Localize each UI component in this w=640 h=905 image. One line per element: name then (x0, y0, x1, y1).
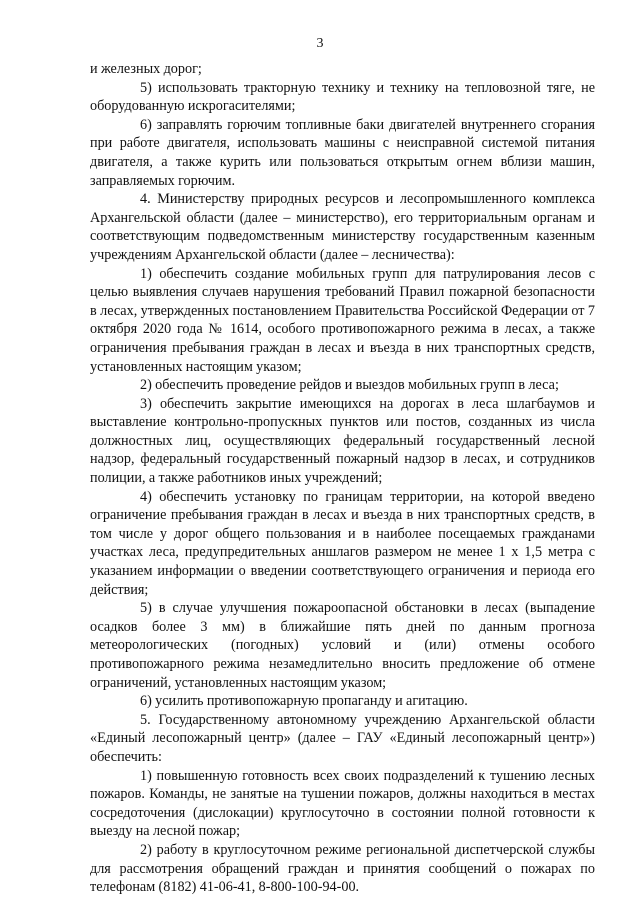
paragraph-section-4-item-4: 4) обеспечить установку по границам территории, на которой введено ограничение пребывания граждан в лесах и въезда в них транспортных средств, в том числе у дорог общего пользования и в наиболее посещаемых гражданами участках леса, предупредительных аншлагов размером не менее 1 x 1,5 метра с указанием информации о введении соответствующего ограничения и периода его действия; (90, 488, 595, 598)
paragraph-section-4-item-3: 3) обеспечить закрытие имеющихся на дорогах в леса шлагбаумов и выставление контрольно-пропускных пунктов или постов, созданных из числа должностных лиц, осуществляющих федеральный государственный лесной надзор, федеральный государственный пожарный надзор в лесах, и сотрудников полиции, а также работников иных учреждений; (90, 395, 595, 487)
paragraph-item-5: 5) использовать тракторную технику и технику на тепловозной тяге, не оборудованную искрогасителями; (90, 79, 595, 115)
paragraph-item-6: 6) заправлять горючим топливные баки двигателей внутреннего сгорания при работе двигателя, использовать машины с неисправной системой питания двигателя, а также курить или пользоваться открытым огнем вблизи машин, заправляемых горючим. (90, 116, 595, 189)
page-number: 3 (316, 36, 324, 51)
paragraph-section-4-item-1: 1) обеспечить создание мобильных групп для патрулирования лесов с целью выявления случаев нарушения требований Правил пожарной безопасности в лесах, утвержденных постановлением Правительства Российской Федерации от 7 октября 2020 года № 1614, особого противопожарного режима в лесах, а также ограничения пребывания граждан в лесах и въезда в них транспортных средств, установленных настоящим указом; (90, 265, 595, 375)
paragraph-section-4-item-5: 5) в случае улучшения пожароопасной обстановки в лесах (выпадение осадков более 3 мм) в ближайшие пять дней по данным прогноза метеорологических (погодных) условий и (или) отмены особого противопожарного режима незамедлительно вносить предложение об отмене ограничений, установленных настоящим указом; (90, 600, 595, 691)
paragraph-section-5-item-1: 1) повышенную готовность всех своих подразделений к тушению лесных пожаров. Команды, не занятые на тушении пожаров, должны находиться в местах сосредоточения (дислокации) круглосуточно в состоянии полной готовности к выезду на лесной пожар; (90, 767, 595, 840)
paragraph-section-4: 4. Министерству природных ресурсов и лесопромышленного комплекса Архангельской области (далее – министерство), его территориальным органам и соответствующим подведомственным министерству государственным казенным учреждениям Архангельской области (далее – лесничества): (90, 191, 595, 263)
document-body (90, 60, 595, 897)
paragraph-continuation: и железных дорог; (90, 61, 202, 77)
paragraph-section-5-item-2: 2) работу в круглосуточном режиме региональной диспетчерской службы для рассмотрения обращений граждан и принятия сообщений о пожарах по телефонам (8182) 41-06-41, 8-800-100-94-00. (90, 841, 595, 896)
paragraph-section-4-item-6: 6) усилить противопожарную пропаганду и агитацию. (140, 693, 468, 710)
paragraph-section-5: 5. Государственному автономному учреждению Архангельской области «Единый лесопожарный центр» (далее – ГАУ «Единый лесопожарный центр») обеспечить: (90, 711, 595, 765)
paragraph-section-4-item-2: 2) обеспечить проведение рейдов и выездов мобильных групп в леса; (140, 377, 559, 394)
